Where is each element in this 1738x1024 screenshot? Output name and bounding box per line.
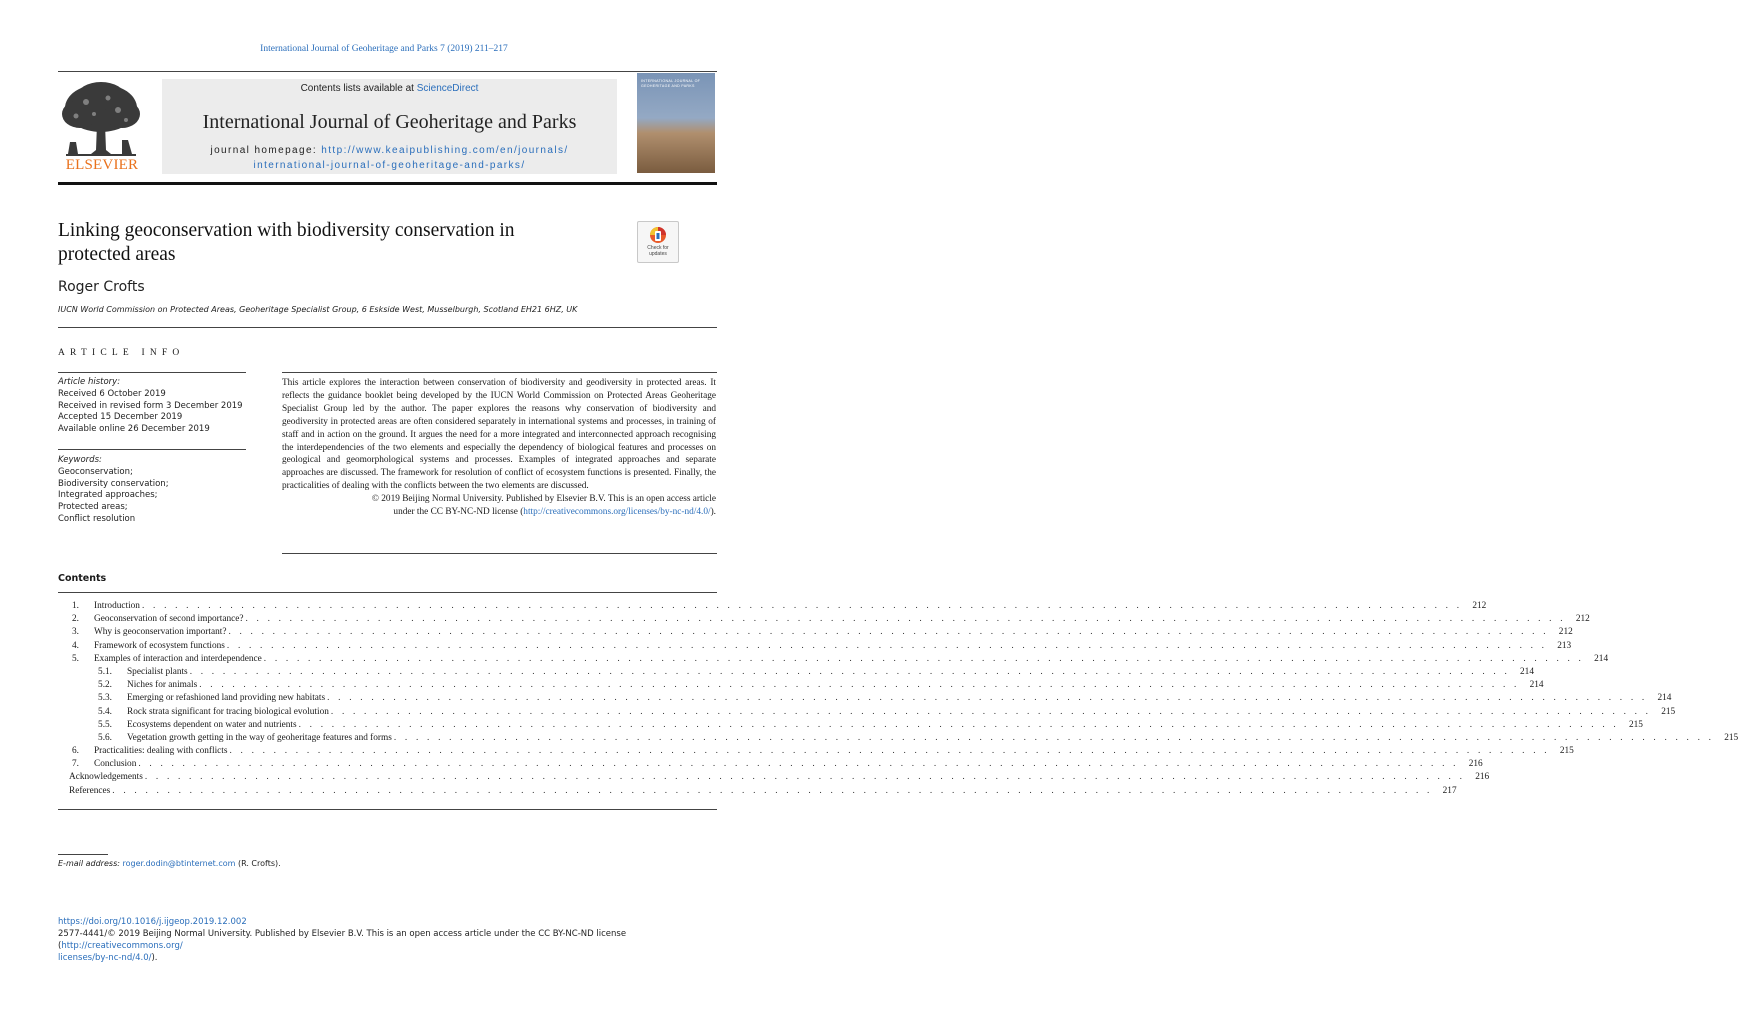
toc-page-number: 216 <box>1468 759 1483 770</box>
article-title-line1: Linking geoconservation with biodiversity conservation in <box>58 220 515 241</box>
toc-page-number: 212 <box>1558 627 1573 638</box>
toc-page-number: 215 <box>1559 746 1574 757</box>
keyword-item: Integrated approaches; <box>58 490 158 501</box>
toc-number: 5.4. <box>98 706 112 717</box>
toc-title[interactable]: Practicalities: dealing with conflicts <box>94 746 228 757</box>
email-label: E-mail address: <box>58 859 120 868</box>
author-email-link[interactable]: roger.dodin@btinternet.com <box>122 859 236 868</box>
toc-title[interactable]: Conclusion <box>94 759 137 770</box>
keyword-item: Biodiversity conservation; <box>58 478 169 489</box>
toc-page-number: 212 <box>1575 614 1590 625</box>
toc-title[interactable]: References <box>69 785 111 796</box>
homepage-link-part1[interactable]: http://www.keaipublishing.com/en/journals/ <box>321 145 569 156</box>
toc-entry[interactable] <box>58 719 1643 733</box>
abstract <box>282 377 716 519</box>
toc-title[interactable]: Geoconservation of second importance? <box>94 614 244 625</box>
abstract-copyright <box>282 493 716 519</box>
toc-title[interactable]: Acknowledgements <box>69 772 143 783</box>
toc-entry[interactable] <box>58 759 1483 772</box>
toc-page-number: 214 <box>1529 680 1544 691</box>
toc-page-number: 215 <box>1661 706 1676 717</box>
toc-title[interactable]: Ecosystems dependent on water and nutrients <box>127 719 297 730</box>
keywords-label: Keywords: <box>58 455 102 465</box>
toc-entry[interactable] <box>58 627 1573 640</box>
license-suffix: ). <box>710 507 716 518</box>
license-prefix: under the CC BY-NC-ND license ( <box>393 507 524 518</box>
toc-title[interactable]: Specialist plants <box>127 666 188 677</box>
toc-leader-dots: . . . . . . . . . . . . . . . . . . . . . . . . . . . . . . . . . . . . . . . . . . . . . . . . . . . . . . . . . . . . . . . . . . . . . . . . . . . . . . . . . . . . . . . . . . . . . . . . . . . . . . . . . . . . . . . . . . . . . . . . <box>144 772 1466 783</box>
article-history <box>58 377 258 436</box>
keyword-item: Geoconservation; <box>58 466 133 477</box>
issn-suffix: ). <box>151 952 158 963</box>
toc-title[interactable]: Why is geoconservation important? <box>94 627 227 638</box>
article-info-heading: ARTICLE INFO <box>58 348 185 358</box>
toc-title[interactable]: Rock strata significant for tracing biological evolution <box>127 706 329 717</box>
keyword-item: Protected areas; <box>58 502 128 513</box>
abstract-text: This article explores the interaction between conservation of biodiversity and geodiversity in protected areas. It reflects the guidance booklet being developed by the IUCN World Commission on Protected Areas Geoheritage Specialist Group led by the author. The paper explores the reasons why conservation of biodiversity and geodiversity in protected areas are often considered separately in international systems and processes, in training of staff and in action on the ground. It argues the need for a more integrated and interconnected approach recognising the interdependencies of the two elements and especially the dependency of biological features and processes on geological and geomorphological systems and processes. Examples of integrated approaches and separate approaches are discussed. The framework for resolution of conflict of ecosystem functions is presented. Finally, the practicalities of dealing with the conflicts between the two elements are discussed. <box>282 378 716 492</box>
toc-title[interactable]: Vegetation growth getting in the way of geoheritage features and forms <box>127 732 392 743</box>
toc-leader-dots: . . . . . . . . . . . . . . . . . . . . . . . . . . . . . . . . . . . . . . . . . . . . . . . . . . . . . . . . . . . . . . . . . . . . . . . . . . . . . . . . . . . . . . . . . . . . . . . . . . . . . . . . . . . . . . . . . . . . . . . . <box>138 759 1459 770</box>
toc-number: 5. <box>72 653 79 664</box>
toc-number: 1. <box>72 601 79 611</box>
toc-title[interactable]: Niches for animals <box>127 680 198 691</box>
article-title <box>58 219 618 267</box>
article-title-line2: protected areas <box>58 244 176 265</box>
toc-entry[interactable] <box>58 785 1457 799</box>
toc-entry[interactable] <box>58 640 1572 654</box>
toc-leader-dots: . . . . . . . . . . . . . . . . . . . . . . . . . . . . . . . . . . . . . . . . . . . . . . . . . . . . . . . . . . . . . . . . . . . . . . . . . . . . . . . . . . . . . . . . . . . . . . . . . . . . . . . . . . . . . . . . . . . . . . . . <box>199 680 1520 691</box>
toc-page-number: 212 <box>1472 601 1487 611</box>
toc-title[interactable]: Emerging or refashioned land providing new habitats <box>127 693 326 704</box>
check-updates-label <box>637 246 679 257</box>
toc-page-number: 217 <box>1442 785 1457 796</box>
journal-cover-title: INTERNATIONAL JOURNAL OF GEOHERITAGE AND PARKS <box>641 79 701 88</box>
toc-number: 5.3. <box>98 693 112 704</box>
copyright-line2 <box>282 506 716 519</box>
footnote <box>58 859 281 868</box>
keywords-rule <box>58 449 246 450</box>
history-item: Accepted 15 December 2019 <box>58 412 183 423</box>
toc-leader-dots: . . . . . . . . . . . . . . . . . . . . . . . . . . . . . . . . . . . . . . . . . . . . . . . . . . . . . . . . . . . . . . . . . . . . . . . . . . . . . . . . . . . . . . . . . . . . . . . . . . . . . . . . . . . . . . . . . . . . . . . . <box>226 640 1548 651</box>
footer-license-link-part1[interactable]: http://creativecommons.org/ <box>61 940 183 951</box>
contents-available-line <box>162 83 617 94</box>
history-item: Received in revised form 3 December 2019 <box>58 400 243 411</box>
toc-title[interactable]: Framework of ecosystem functions <box>94 640 225 651</box>
toc-page-number: 214 <box>1657 693 1672 704</box>
toc-entry[interactable] <box>58 614 1590 627</box>
toc-page-number: 213 <box>1557 640 1572 651</box>
homepage-link-part2[interactable]: international-journal-of-geoheritage-and-parks/ <box>253 160 526 171</box>
toc-entry[interactable] <box>58 666 1534 680</box>
toc-number: 2. <box>72 614 79 625</box>
toc-leader-dots: . . . . . . . . . . . . . . . . . . . . . . . . . . . . . . . . . . . . . . . . . . . . . . . . . . . . . . . . . . . . . . . . . . . . . . . . . . . . . . . . . . . . . . . . . . . . . . . . . . . . . . . . . . . . . . . . . . . . . . . . <box>393 732 1715 743</box>
toc-leader-dots: . . . . . . . . . . . . . . . . . . . . . . . . . . . . . . . . . . . . . . . . . . . . . . . . . . . . . . . . . . . . . . . . . . . . . . . . . . . . . . . . . . . . . . . . . . . . . . . . . . . . . . . . . . . . . . . . . . . . . . . . <box>245 614 1566 625</box>
toc-leader-dots: . . . . . . . . . . . . . . . . . . . . . . . . . . . . . . . . . . . . . . . . . . . . . . . . . . . . . . . . . . . . . . . . . . . . . . . . . . . . . . . . . . . . . . . . . . . . . . . . . . . . . . . . . . . . . . . . . . . . . . . . <box>112 785 1433 796</box>
toc-number: 5.5. <box>98 719 112 730</box>
contents-top-rule <box>58 592 717 593</box>
toc-entry[interactable] <box>58 772 1490 785</box>
toc-leader-dots: . . . . . . . . . . . . . . . . . . . . . . . . . . . . . . . . . . . . . . . . . . . . . . . . . . . . . . . . . . . . . . . . . . . . . . . . . . . . . . . . . . . . . . . . . . . . . . . . . . . . . . . . . . . . . . . . . . . . . . . . <box>228 627 1549 638</box>
doi-link[interactable]: https://doi.org/10.1016/j.ijgeop.2019.12.002 <box>58 917 247 927</box>
toc-page-number: 216 <box>1475 772 1490 783</box>
copyright-line1: © 2019 Beijing Normal University. Published by Elsevier B.V. This is an open access article <box>371 494 716 505</box>
masthead-thick-rule <box>58 182 717 185</box>
toc-leader-dots: . . . . . . . . . . . . . . . . . . . . . . . . . . . . . . . . . . . . . . . . . . . . . . . . . . . . . . . . . . . . . . . . . . . . . . . . . . . . . . . . . . . . . . . . . . . . . . . . . . . . . . . . . . . . . . . . . . . . . . . . <box>263 653 1585 664</box>
contents-prefix: Contents lists available at <box>300 83 417 94</box>
keyword-item: Conflict resolution <box>58 513 136 524</box>
footnote-suffix: (R. Crofts). <box>235 859 281 868</box>
toc-leader-dots: . . . . . . . . . . . . . . . . . . . . . . . . . . . . . . . . . . . . . . . . . . . . . . . . . . . . . . . . . . . . . . . . . . . . . . . . . . . . . . . . . . . . . . . . . . . . . . . . . . . . . . . . . . . . . . . . . . . . . . . . <box>229 746 1550 757</box>
toc-leader-dots: . . . . . . . . . . . . . . . . . . . . . . . . . . . . . . . . . . . . . . . . . . . . . . . . . . . . . . . . . . . . . . . . . . . . . . . . . . . . . . . . . . . . . . . . . . . . . . . . . . . . . . . . . . . . . . . . . . . . . . . . <box>189 666 1510 677</box>
toc-entry[interactable] <box>58 653 1609 667</box>
history-item: Available online 26 December 2019 <box>58 424 210 435</box>
toc-leader-dots: . . . . . . . . . . . . . . . . . . . . . . . . . . . . . . . . . . . . . . . . . . . . . . . . . . . . . . . . . . . . . . . . . . . . . . . . . . . . . . . . . . . . . . . . . . . . . . . . . . . . . . . . . . . . . . . . . . . . . . . . <box>330 706 1652 717</box>
journal-homepage <box>162 143 617 173</box>
toc-entry[interactable] <box>58 706 1676 720</box>
contents-heading: Contents <box>58 573 107 584</box>
toc-number: 4. <box>72 640 79 651</box>
history-label: Article history: <box>58 377 121 387</box>
toc-number: 6. <box>72 746 79 757</box>
abstract-top-rule <box>282 372 717 373</box>
table-of-contents <box>58 601 1738 799</box>
toc-entry[interactable] <box>58 746 1574 759</box>
history-item: Received 6 October 2019 <box>58 388 166 399</box>
elsevier-wordmark: ELSEVIER <box>65 157 139 173</box>
sciencedirect-link[interactable]: ScienceDirect <box>416 83 479 94</box>
abstract-bottom-rule <box>282 553 717 554</box>
toc-number: 5.1. <box>98 666 112 677</box>
toc-leader-dots: . . . . . . . . . . . . . . . . . . . . . . . . . . . . . . . . . . . . . . . . . . . . . . . . . . . . . . . . . . . . . . . . . . . . . . . . . . . . . . . . . . . . . . . . . . . . . . . . . . . . . . . . . . . . . . . . . . . . . . . . <box>141 601 1463 611</box>
article-info-rule <box>58 372 246 373</box>
toc-entry[interactable] <box>58 732 1738 746</box>
toc-number: 3. <box>72 627 79 638</box>
footnote-rule <box>58 854 108 855</box>
toc-title[interactable]: Introduction <box>94 601 140 611</box>
check-updates-line1: Check for <box>647 245 669 251</box>
running-head[interactable]: International Journal of Geoheritage and Parks 7 (2019) 211–217 <box>260 44 508 54</box>
affiliation-rule <box>58 327 717 328</box>
toc-page-number: 214 <box>1520 666 1534 677</box>
footer-license-link-part2[interactable]: licenses/by-nc-nd/4.0/ <box>58 952 152 963</box>
toc-page-number: 215 <box>1628 719 1643 730</box>
toc-number: 5.6. <box>98 732 112 743</box>
author-affiliation: IUCN World Commission on Protected Areas, Geoheritage Specialist Group, 6 Eskside West, Musselburgh, Scotland EH21 6HZ, UK <box>58 305 578 314</box>
contents-bottom-rule <box>58 809 717 810</box>
journal-title: International Journal of Geoheritage and Parks <box>202 111 577 133</box>
toc-entry[interactable] <box>58 601 1487 614</box>
toc-page-number: 215 <box>1724 732 1738 743</box>
toc-entry[interactable] <box>58 680 1544 693</box>
author-name[interactable]: Roger Crofts <box>58 279 145 295</box>
keywords <box>58 455 258 526</box>
toc-entry[interactable] <box>58 693 1672 706</box>
issn-prefix: 2577-4441/© 2019 Beijing Normal University. Published by Elsevier B.V. This is an open access article under the CC BY-NC-ND license ( <box>58 929 627 951</box>
toc-number: 5.2. <box>98 680 112 691</box>
toc-leader-dots: . . . . . . . . . . . . . . . . . . . . . . . . . . . . . . . . . . . . . . . . . . . . . . . . . . . . . . . . . . . . . . . . . . . . . . . . . . . . . . . . . . . . . . . . . . . . . . . . . . . . . . . . . . . . . . . . . . . . . . . . <box>327 693 1648 704</box>
masthead-top-rule <box>58 71 717 72</box>
toc-title[interactable]: Examples of interaction and interdependence <box>94 653 262 664</box>
toc-leader-dots: . . . . . . . . . . . . . . . . . . . . . . . . . . . . . . . . . . . . . . . . . . . . . . . . . . . . . . . . . . . . . . . . . . . . . . . . . . . . . . . . . . . . . . . . . . . . . . . . . . . . . . . . . . . . . . . . . . . . . . . . <box>298 719 1619 730</box>
issn-copyright-line <box>58 929 720 964</box>
journal-cover-image[interactable] <box>637 73 715 173</box>
check-updates-line2: updates <box>649 250 667 257</box>
homepage-prefix: journal homepage: <box>210 145 322 156</box>
toc-page-number: 214 <box>1594 653 1609 664</box>
toc-number: 7. <box>72 759 79 770</box>
license-link[interactable]: http://creativecommons.org/licenses/by-nc-nd/4.0/ <box>523 507 711 518</box>
